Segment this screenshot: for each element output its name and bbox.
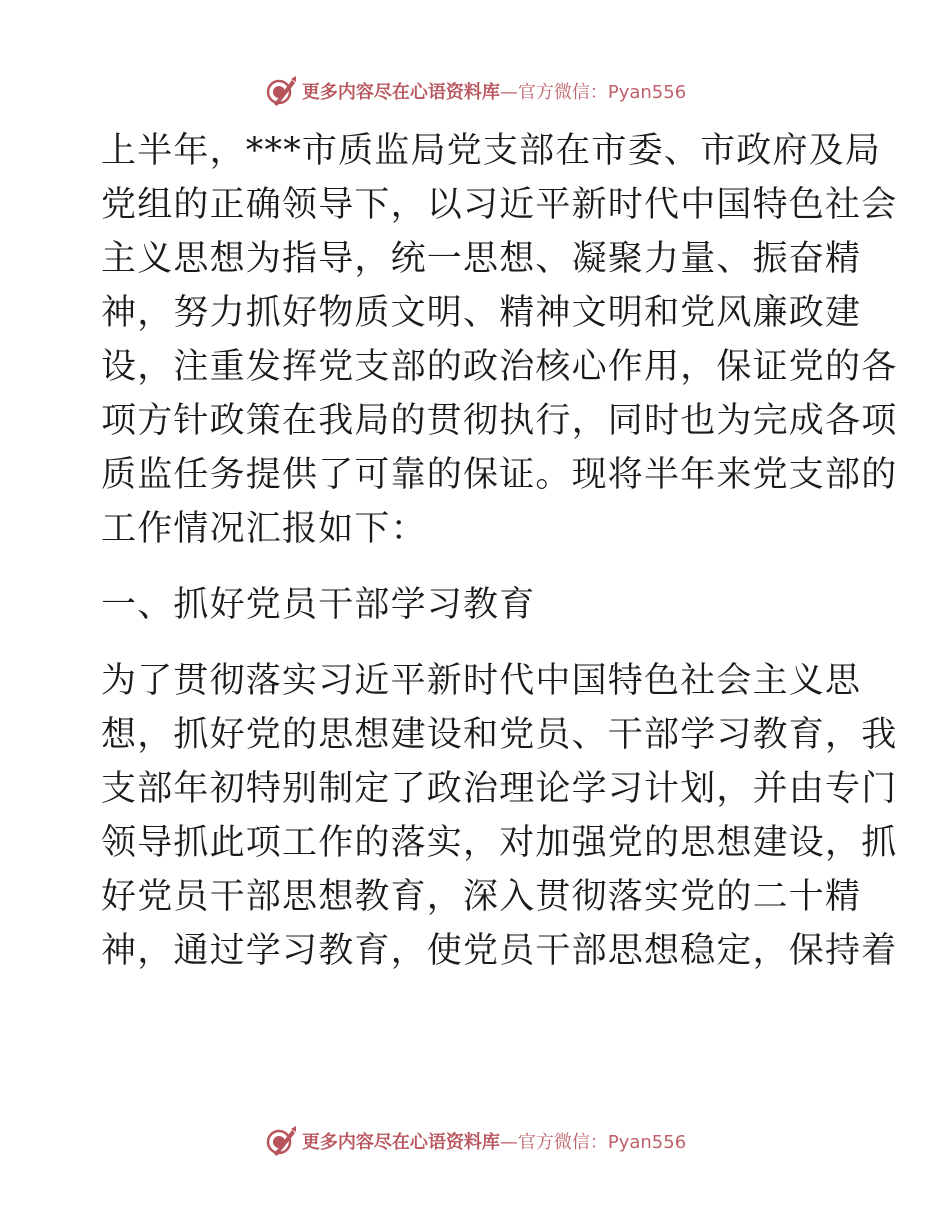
watermark-text: 更多内容尽在心语资料库 <box>301 1132 500 1153</box>
text-line: 设，注重发挥党支部的政治核心作用，保证党的各 <box>101 347 898 387</box>
watermark-contact: —官方微信：Pyan556 <box>499 82 687 103</box>
text-line: 党组的正确领导下，以习近平新时代中国特色社会 <box>101 185 898 225</box>
text-line: 领导抓此项工作的落实，对加强党的思想建设，抓 <box>101 823 898 863</box>
header-watermark <box>0 71 950 111</box>
watermark-text: 更多内容尽在心语资料库 <box>301 82 500 103</box>
text-line: 支部年初特别制定了政治理论学习计划，并由专门 <box>101 769 898 809</box>
pen-logo-icon <box>264 1124 298 1158</box>
heading-line: 一、抓好党员干部学习教育 <box>101 585 536 625</box>
text-line: 神，努力抓好物质文明、精神文明和党风廉政建 <box>101 293 862 333</box>
footer-watermark <box>0 1121 950 1161</box>
paragraph-intro <box>101 124 898 556</box>
text-line: 主义思想为指导，统一思想、凝聚力量、振奋精 <box>101 239 862 279</box>
text-line: 项方针政策在我局的贯彻执行，同时也为完成各项 <box>101 401 898 441</box>
document-body <box>101 124 898 978</box>
watermark-contact: —官方微信：Pyan556 <box>499 1132 687 1153</box>
text-line: 想，抓好党的思想建设和党员、干部学习教育，我 <box>101 715 898 755</box>
text-line: 为了贯彻落实习近平新时代中国特色社会主义思 <box>101 661 862 701</box>
text-line: 好党员干部思想教育，深入贯彻落实党的二十精 <box>101 877 862 917</box>
section-heading <box>101 578 861 632</box>
text-line: 工作情况汇报如下： <box>101 509 427 549</box>
paragraph-study <box>101 654 898 978</box>
text-line: 上半年，***市质监局党支部在市委、市政府及局 <box>101 131 882 171</box>
text-line: 神，通过学习教育，使党员干部思想稳定，保持着 <box>101 931 898 971</box>
text-line: 质监任务提供了可靠的保证。现将半年来党支部的 <box>101 455 898 495</box>
pen-logo-icon <box>264 74 298 108</box>
